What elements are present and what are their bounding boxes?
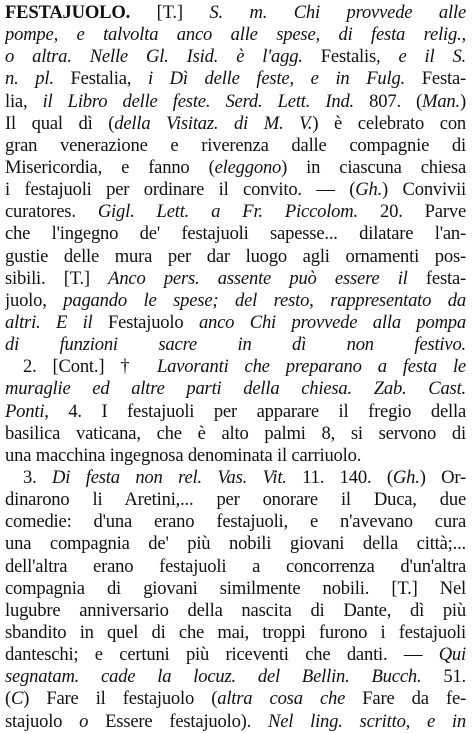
italic-text: di funzioni sacre in dì non festivo. <box>5 334 466 356</box>
text-line <box>5 135 466 157</box>
text-run: una compagnia de' più nobili giovani della città;... <box>5 533 466 555</box>
text-run: festa- <box>407 267 466 289</box>
text-run: lugubre anniversario della nascita di Dante, dì più <box>5 599 466 621</box>
text-line <box>5 246 466 268</box>
text-line <box>5 113 466 135</box>
text-run: gustie delle mura per dar luogo agli ornamenti pos- <box>5 245 466 267</box>
italic-text: Di festa non rel. Vas. Vit. <box>52 466 287 488</box>
italic-text: S. m. Chi provvede alle <box>209 2 466 23</box>
entry-paragraph <box>5 467 466 733</box>
italic-text: segnatam. cade la locuz. del Bellin. Bucch. <box>5 666 422 688</box>
text-run: , 4. I festajuoli per apparare il fregio della <box>44 400 466 422</box>
text-line <box>5 644 466 666</box>
text-line <box>5 268 466 290</box>
italic-text: Gh. <box>355 179 383 201</box>
text-line <box>5 622 466 644</box>
text-run: Essere festajuolo). <box>88 710 268 732</box>
text-line <box>5 334 466 356</box>
italic-text: Nel ling. scritto, e in <box>268 710 466 732</box>
italic-text: Qui <box>438 644 466 666</box>
text-line <box>5 489 466 511</box>
italic-text: Man. <box>422 90 460 112</box>
text-line <box>5 401 466 423</box>
text-line <box>5 511 466 533</box>
text-line <box>5 24 466 46</box>
text-run: Il qual dì ( <box>5 112 115 134</box>
text-line <box>5 423 466 445</box>
text-run: Fare da fe- <box>345 688 466 710</box>
entry-paragraph <box>5 356 466 467</box>
text-run: [T.] <box>130 2 210 23</box>
text-run: sibili. [T.] <box>5 267 109 289</box>
text-line <box>5 711 466 733</box>
italic-text: e il S. <box>398 46 466 68</box>
text-line <box>5 91 466 113</box>
text-run: comedie: d'una erano festajuoli, e n'avevano cura <box>5 511 466 533</box>
italic-text: pompe, e talvolta anco alle spese, di festa relig., <box>5 24 466 46</box>
text-run: 51. <box>421 666 466 688</box>
text-run: lia, <box>5 90 43 112</box>
text-run: i festajuoli per ordinare il convito. — ( <box>5 179 356 201</box>
text-line <box>5 600 466 622</box>
italic-text: C <box>11 688 24 710</box>
text-run: ) Convivii <box>382 179 466 201</box>
text-line <box>5 157 466 179</box>
italic-text: muraglie ed altre parti della chiesa. Zab. Cast. <box>5 378 466 400</box>
text-line <box>5 223 466 245</box>
text-run: ) Fare il festajuolo ( <box>23 688 218 710</box>
text-line <box>5 467 466 489</box>
text-line <box>5 356 466 378</box>
text-run: Festalia, <box>53 68 148 90</box>
italic-text: n. pl. <box>5 68 54 90</box>
italic-text: altra cosa che <box>217 688 346 710</box>
italic-text: il Libro delle feste. Serd. Lett. Ind. <box>42 90 354 112</box>
text-line <box>5 578 466 600</box>
text-run: dinarono li Aretini,... per onorare il Duca, due <box>5 489 466 511</box>
italic-text: i Dì delle feste, e in Fulg. <box>147 68 406 90</box>
text-run: 807. ( <box>354 90 423 112</box>
text-run: ) <box>459 90 466 112</box>
text-line <box>5 688 466 710</box>
text-run: che l'ingegno de' festajuoli sapesse... dilatare l'an- <box>5 223 466 245</box>
text-run: stajuolo <box>5 710 80 732</box>
italic-text: Gigl. Lett. a Fr. Piccolom. <box>97 201 358 223</box>
text-run: 2. [Cont.] † <box>23 356 157 378</box>
text-run: curatores. <box>5 201 98 223</box>
text-run: 11. 140. ( <box>286 466 393 488</box>
text-run: ( <box>5 688 11 710</box>
text-line <box>5 312 466 334</box>
text-line <box>5 46 466 68</box>
text-line <box>5 68 466 90</box>
text-line <box>5 290 466 312</box>
text-run: una macchina ingegnosa denominata il carriuolo. <box>5 444 362 466</box>
text-run: 3. <box>23 466 53 488</box>
italic-text: o <box>79 710 89 732</box>
text-run: ) Or- <box>419 466 466 488</box>
text-line <box>5 2 466 24</box>
text-run: 20. Parve <box>357 201 466 223</box>
text-run: juolo, <box>5 289 64 311</box>
text-run: dell'altra erano festajuoli a concorrenza d'un'altra <box>5 555 466 577</box>
text-line <box>5 556 466 578</box>
text-line <box>5 201 466 223</box>
italic-text: della Visitaz. di M. V. <box>114 112 313 134</box>
text-line <box>5 445 466 467</box>
text-run: compagnia di giovani similmente nobili. [T.] Nel <box>5 577 466 599</box>
italic-text: Gh. <box>392 466 420 488</box>
text-run: Misericordia, e fanno ( <box>5 156 215 178</box>
text-line <box>5 179 466 201</box>
headword: FESTAJUOLO. <box>5 2 131 23</box>
italic-text: Lavoranti che preparano a festa le <box>156 356 466 378</box>
italic-text: o altra. Nelle Gl. Isid. è l'agg. <box>5 46 303 68</box>
text-run: basilica vaticana, che è alto palmi 8, si servono di <box>5 422 466 444</box>
text-run: sbandito in quel di che mai, troppi furono i festajuoli <box>5 621 466 643</box>
text-run: Festa- <box>405 68 466 90</box>
italic-text: Ponti <box>5 400 45 422</box>
text-line <box>5 666 466 688</box>
text-run: danteschi; e certuni più riceventi che danti. — <box>5 644 439 666</box>
italic-text: eleggono <box>214 156 282 178</box>
text-run: ) in ciascuna chiesa <box>281 156 466 178</box>
text-run: Festalis, <box>302 46 399 68</box>
italic-text: Anco pers. assente può essere il <box>108 267 408 289</box>
text-line <box>5 533 466 555</box>
entry-paragraph <box>5 2 466 356</box>
text-run: gran venerazione e riverenza dalle compagnie di <box>5 134 466 156</box>
text-run: Festajuolo <box>92 311 199 333</box>
italic-text: pagando le spese; del resto, rappresentato da <box>63 289 466 311</box>
text-line <box>5 378 466 400</box>
italic-text: altri. E il <box>5 311 93 333</box>
italic-text: anco Chi provvede alla pompa <box>198 311 466 333</box>
dictionary-entry-festajuolo <box>5 2 466 733</box>
text-run: ) è celebrato con <box>312 112 466 134</box>
